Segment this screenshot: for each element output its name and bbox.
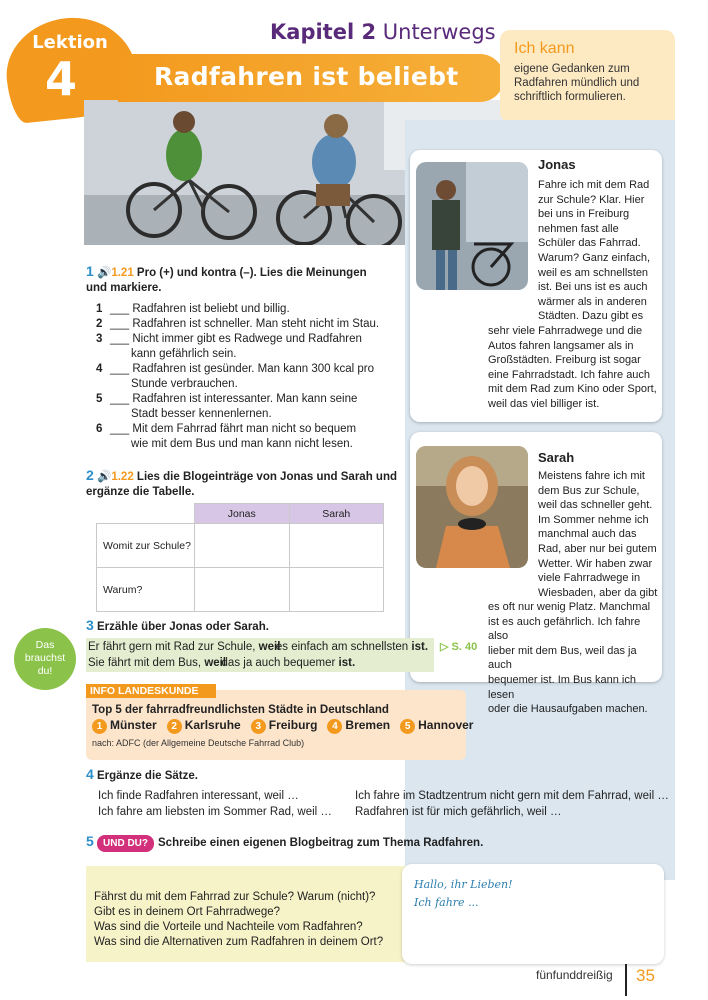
sentence-starter: Radfahren ist für mich gefährlich, weil …	[355, 806, 562, 818]
blog-jonas-text-wide: sehr viele Fahrradwege und die Autos fahren langsamer als in Großstädten. Freiburg ist sogar eine Fahrradstadt. Ich fahre auch mit dem Rad zum Kino oder Sport, weil das viel billiger ist.	[488, 325, 657, 410]
page-reference: ▷ S. 40	[440, 641, 478, 653]
kapitel-heading: Kapitel 2 Unterwegs	[270, 20, 496, 44]
exercise-2: 2 🔊1.22 Lies die Blogeinträge von Jonas und Sarah und ergänze die Tabelle.	[86, 467, 397, 498]
das-brauchst-du-bubble: Das brauchst du!	[14, 628, 76, 690]
page-title: Radfahren ist beliebt	[154, 62, 459, 91]
col-sarah: Sarah	[289, 504, 384, 524]
city-list: 1 Münster 2 Karlsruhe 3 Freiburg 4 Bremen 5 Hannover	[92, 718, 473, 734]
list-item: 2 ___ Radfahren ist schneller. Man steht nicht im Stau.	[96, 318, 380, 330]
ich-kann-line: schriftlich formulieren.	[514, 91, 626, 103]
title-bar	[118, 54, 504, 102]
blog-sarah-text-wide: es oft nur wenig Platz. Manchmal ist es auch gefährlich. Ich fahre also lieber mit dem Bus, weil das ja auch bequemer ist. Im Bus kann ich lesen oder die Hausaufgaben machen.	[488, 601, 651, 716]
row-label: Warum?	[97, 568, 195, 612]
blog-sarah-text-narrow: Meistens fahre ich mit dem Bus zur Schule, weil das schneller geht. Im Sommer nehme ich manchmal auch das Rad, aber nur bei gutem Wetter. Wir haben zwar viele Fahrradwege in Wiesbaden, aber da gibt	[538, 470, 658, 599]
lektion-number: 4	[44, 52, 77, 106]
ich-kann-line: Radfahren mündlich und	[514, 77, 640, 89]
list-item: 4 ___ Radfahren ist gesünder. Man kann 300 kcal pro	[96, 363, 375, 375]
exercise-3: 3 Erzähle über Jonas oder Sarah.	[86, 617, 269, 633]
col-jonas: Jonas	[195, 504, 290, 524]
handwritten-start: Ich fahre ...	[414, 896, 479, 909]
table-cell[interactable]	[289, 524, 384, 568]
ich-kann-line: eigene Gedanken zum	[514, 63, 630, 75]
exercise-5: 5 UND DU? Schreibe einen eigenen Blogbeitrag zum Thema Radfahren.	[86, 834, 483, 852]
blog-jonas-text-narrow: Fahre ich mit dem Rad zur Schule? Klar. Hier bei uns in Freiburg nehmen fast alle Schüler das Fahrrad. Warum? Ganz einfach, weil es am schnellsten ist. Bei uns ist es auch wärmer als in anderen Städten. Dazu gibt es	[538, 179, 651, 323]
question: Was sind die Vorteile und Nachteile vom Radfahren?	[94, 921, 363, 933]
info-source: nach: ADFC (der Allgemeine Deutsche Fahrrad Club)	[92, 738, 305, 748]
list-item: 1 ___ Radfahren ist beliebt und billig.	[96, 303, 290, 315]
exercise-4: 4 Ergänze die Sätze.	[86, 766, 198, 782]
exercise-1-items: 1 ___ Radfahren ist beliebt und billig. 2 ___ Radfahren ist schneller. Man steht nicht im Stau. 3 ___ Nicht immer gibt es Radwege und Radfahren kann gefährlich sein. 4 ___ Radfahren ist gesünder. Man kann 300 kcal pro Stunde verbrauchen. 5 ___ Radfahren ist interessanter. Man kann seine Stadt besser kennenlernen. 6 ___ Mit dem Fahrrad fährt man nicht so bequem wie mit dem Bus und man kann nicht lesen.	[96, 302, 406, 452]
question: Gibt es in deinem Ort Fahrradwege?	[94, 906, 281, 918]
table-cell[interactable]	[289, 568, 384, 612]
lektion-word: Lektion	[32, 32, 108, 53]
question: Was sind die Alternativen zum Radfahren in deinem Ort?	[94, 936, 384, 948]
list-item: 6 ___ Mit dem Fahrrad fährt man nicht so bequem	[96, 423, 357, 435]
audio-icon: 🔊	[97, 267, 112, 279]
handwritten-greeting: Hallo, ihr Lieben!	[414, 878, 513, 891]
question: Fährst du mit dem Fahrrad zur Schule? Warum (nicht)?	[94, 891, 376, 903]
jonas-photo	[416, 162, 528, 290]
grammar-sentence-1: Er fährt gern mit Rad zur Schule, weil es einfach am schnellsten ist.	[88, 641, 429, 653]
audio-icon: 🔊	[97, 471, 112, 483]
row-label: Womit zur Schule?	[97, 524, 195, 568]
list-item: 3 ___ Nicht immer gibt es Radwege und Radfahren	[96, 333, 362, 345]
page-number-word: fünfunddreißig	[536, 968, 613, 982]
table-cell[interactable]	[195, 524, 290, 568]
grammar-sentence-2: Sie fährt mit dem Bus, weil das ja auch bequemer ist.	[88, 657, 356, 669]
sentence-starter: Ich finde Radfahren interessant, weil …	[98, 790, 299, 802]
info-tag: INFO LANDESKUNDE	[86, 684, 216, 698]
blog-sarah-name: Sarah	[538, 450, 575, 465]
blog-jonas-name: Jonas	[538, 157, 576, 172]
list-item: 5 ___ Radfahren ist interessanter. Man kann seine	[96, 393, 358, 405]
ich-kann-heading: Ich kann	[514, 40, 575, 57]
info-title: Top 5 der fahrradfreundlichsten Städte in Deutschland	[92, 704, 389, 716]
sentence-starter: Ich fahre im Stadtzentrum nicht gern mit dem Fahrrad, weil …	[355, 790, 669, 802]
exercise-1: 1 🔊1.21 Pro (+) und kontra (–). Lies die Meinungen und markiere.	[86, 263, 367, 294]
table-cell[interactable]	[195, 568, 290, 612]
footer-divider	[625, 964, 627, 996]
sarah-photo	[416, 446, 528, 568]
ich-kann-box	[500, 30, 675, 122]
blog-table	[96, 503, 384, 612]
sentence-starter: Ich fahre am liebsten im Sommer Rad, weil …	[98, 806, 332, 818]
page-number: 35	[636, 966, 655, 985]
